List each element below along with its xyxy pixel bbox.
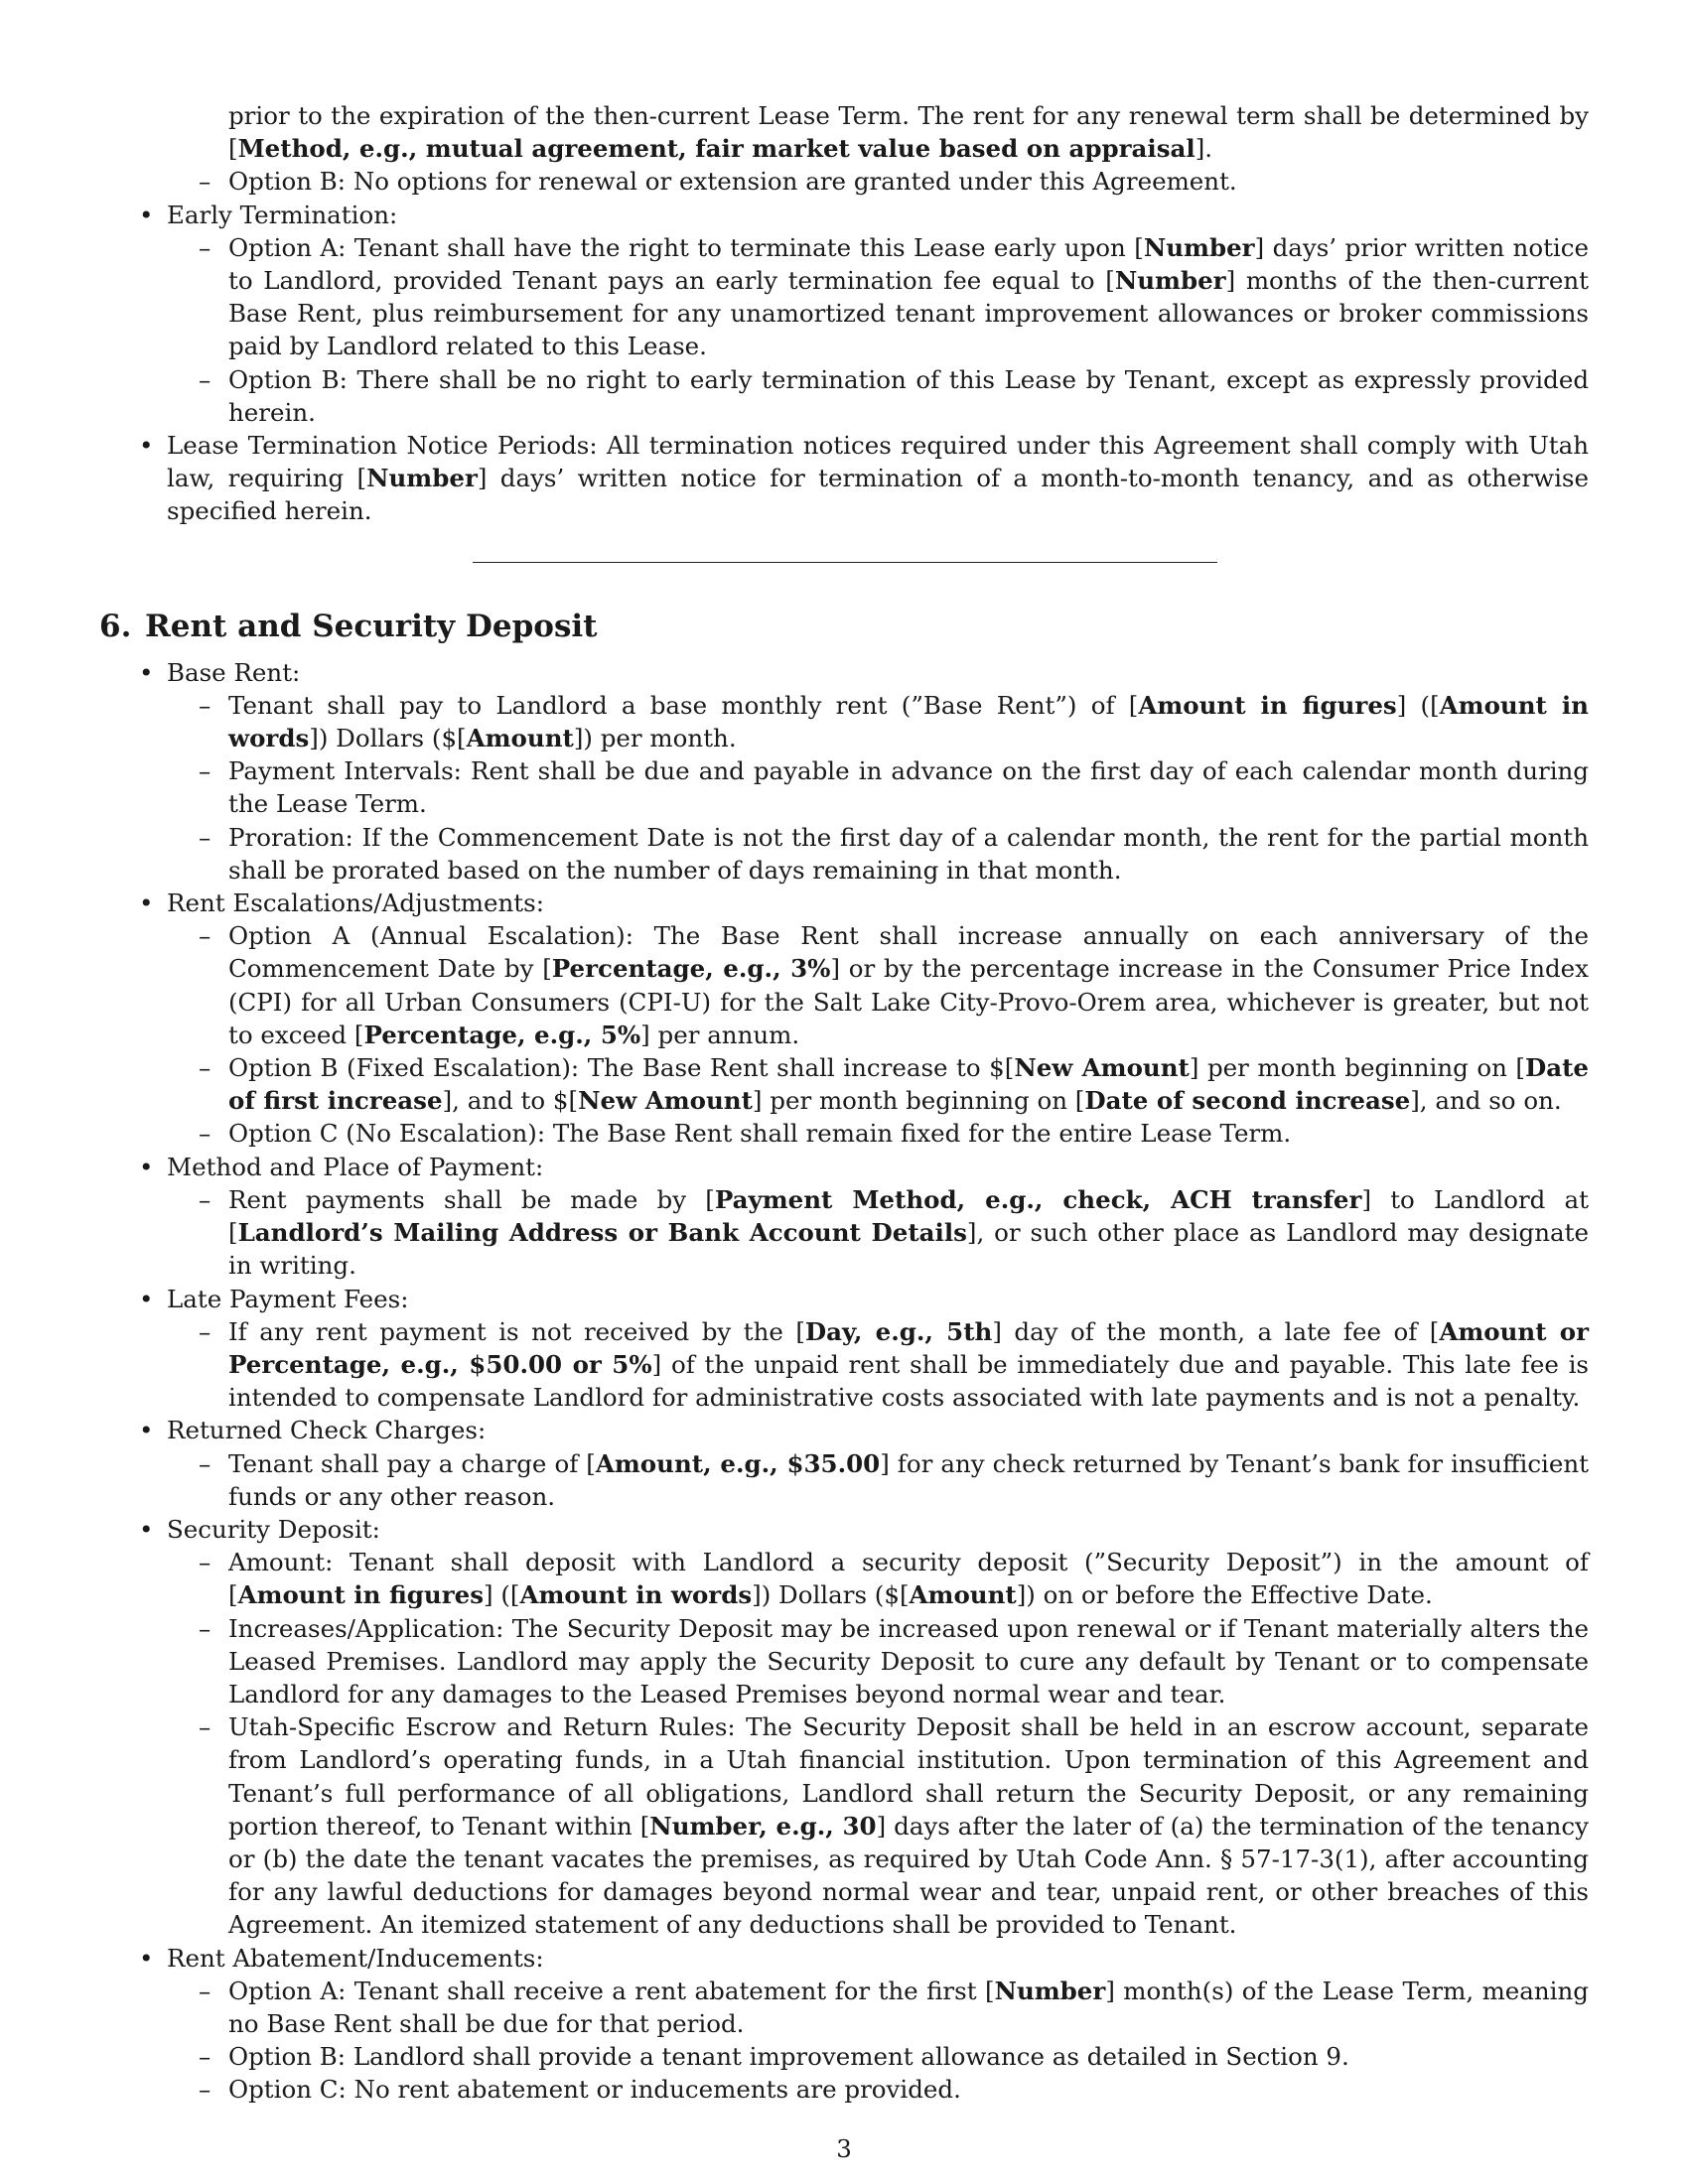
abatement-option-c: – Option C: No rent abatement or inducements are provided.: [228, 2073, 1589, 2106]
early-termination-title: Early Termination:: [167, 200, 398, 229]
late-fees-detail: – If any rent payment is not received by the [Day, e.g., 5th] day of the month, a late fee of [Amount or Percentage, e.g., $50.00 or 5%] of the unpaid rent shall be immediately due and payable. This late fee is intended to compensate Landlord for administrative costs associated with late payments and is not a penalty.: [228, 1315, 1589, 1415]
section-heading: [99, 607, 1589, 646]
early-termination-option-b: – Option B: There shall be no right to early termination of this Lease by Tenant, except as expressly provided herein.: [228, 363, 1589, 429]
security-deposit-title: Security Deposit:: [167, 1514, 380, 1544]
rent-escalation-options: [228, 919, 1589, 1150]
security-deposit-item: [167, 1513, 1589, 1942]
abatement-option-b: – Option B: Landlord shall provide a tenant improvement allowance as detailed in Section 9.: [228, 2040, 1589, 2073]
rent-abatement-options: [228, 1975, 1589, 2107]
termination-notice-item: • Lease Termination Notice Periods: All termination notices required under this Agreement shall comply with Utah law, requiring [Number] days’ written notice for termination of a month-to-month tenancy, and as otherwise specified herein.: [167, 429, 1589, 528]
rent-escalation-item: [167, 887, 1589, 1151]
base-rent-subitems: [228, 689, 1589, 887]
termination-list: [167, 199, 1589, 528]
returned-check-subitems: [228, 1447, 1589, 1513]
proration: – Proration: If the Commencement Date is not the first day of a calendar month, the rent for the partial month shall be prorated based on the number of days remaining in that month.: [228, 821, 1589, 887]
renewal-option-b: – Option B: No options for renewal or extension are granted under this Agreement.: [228, 165, 1589, 198]
base-rent-title: Base Rent:: [167, 657, 301, 687]
base-rent-item: [167, 656, 1589, 887]
payment-method-subitems: [228, 1183, 1589, 1283]
section-title: Rent and Security Deposit: [145, 608, 598, 644]
escalation-option-c: – Option C (No Escalation): The Base Rent shall remain fixed for the entire Lease Term.: [228, 1117, 1589, 1150]
rent-abatement-title: Rent Abatement/Inducements:: [167, 1943, 544, 1973]
returned-check-item: [167, 1414, 1589, 1513]
early-termination-options: [228, 231, 1589, 429]
escalation-option-a: – Option A (Annual Escalation): The Base Rent shall increase annually on each anniversary of the Commencement Date by [Percentage, e.g., 3%] or by the percentage increase in the Consumer Price Index (CPI) for all Urban Consumers (CPI-U) for the Salt Lake City-Provo-Orem area, whichever is greater, but not to exceed [Percentage, e.g., 5%] per annum.: [228, 919, 1589, 1051]
section-number: 6.: [99, 608, 132, 644]
renewal-options-list: [228, 165, 1589, 198]
rent-abatement-item: [167, 1942, 1589, 2107]
base-rent-amount: – Tenant shall pay to Landlord a base monthly rent (”Base Rent”) of [Amount in figures] ([Amount in words]) Dollars ($[Amount]) per month.: [228, 689, 1589, 754]
early-termination-item: [167, 199, 1589, 429]
returned-check-title: Returned Check Charges:: [167, 1416, 487, 1445]
late-fees-title: Late Payment Fees:: [167, 1284, 409, 1313]
payment-intervals: – Payment Intervals: Rent shall be due and payable in advance on the first day of each calendar month during the Lease Term.: [228, 754, 1589, 820]
returned-check-detail: – Tenant shall pay a charge of [Amount, e.g., $35.00] for any check returned by Tenant’s bank for insufficient funds or any other reason.: [228, 1447, 1589, 1513]
rent-escalation-title: Rent Escalations/Adjustments:: [167, 888, 544, 918]
late-fees-subitems: [228, 1315, 1589, 1415]
deposit-utah-rules: – Utah-Specific Escrow and Return Rules: The Security Deposit shall be held in an escrow account, separate from Landlord’s operating funds, in a Utah financial institution. Upon termination of this Agreement and Tenant’s full performance of all obligations, Landlord shall return the Security Deposit, or any remaining portion thereof, to Tenant within [Number, e.g., 30] days after the later of (a) the termination of the tenancy or (b) the date the tenant vacates the premises, as required by Utah Code Ann. § 57-17-3(1), after accounting for any lawful deductions for damages beyond normal wear and tear, unpaid rent, or other breaches of this Agreement. An itemized statement of any deductions shall be provided to Tenant.: [228, 1710, 1589, 1941]
escalation-option-b: – Option B (Fixed Escalation): The Base Rent shall increase to $[New Amount] per month beginning on [Date of first increase], and to $[New Amount] per month beginning on [Date of second increase], and so on.: [228, 1051, 1589, 1117]
deposit-increases: – Increases/Application: The Security Deposit may be increased upon renewal or if Tenant materially alters the Leased Premises. Landlord may apply the Security Deposit to cure any default by Tenant or to compensate Landlord for any damages to the Leased Premises beyond normal wear and tear.: [228, 1612, 1589, 1711]
rent-section-list: [167, 656, 1589, 2107]
security-deposit-subitems: [228, 1546, 1589, 1941]
early-termination-option-a: – Option A: Tenant shall have the right to terminate this Lease early upon [Number] days’ prior written notice to Landlord, provided Tenant pays an early termination fee equal to [Number] months of the then-current Base Rent, plus reimbursement for any unamortized tenant improvement allowances or broker commissions paid by Landlord related to this Lease.: [228, 231, 1589, 363]
payment-method-title: Method and Place of Payment:: [167, 1152, 544, 1181]
deposit-amount: – Amount: Tenant shall deposit with Landlord a security deposit (”Security Deposit”) in the amount of [Amount in figures] ([Amount in words]) Dollars ($[Amount]) on or before the Effective Date.: [228, 1546, 1589, 1611]
payment-method-detail: – Rent payments shall be made by [Payment Method, e.g., check, ACH transfer] to Landlord at [Landlord’s Mailing Address or Bank Account Details], or such other place as Landlord may designate in writing.: [228, 1183, 1589, 1283]
abatement-option-a: – Option A: Tenant shall receive a rent abatement for the first [Number] month(s) of the Lease Term, meaning no Base Rent shall be due for that period.: [228, 1975, 1589, 2040]
late-fees-item: [167, 1283, 1589, 1415]
section-divider: [473, 562, 1217, 563]
renewal-option-a-continued: prior to the expiration of the then-current Lease Term. The rent for any renewal term shall be determined by [Method, e.g., mutual agreement, fair market value based on appraisal].: [228, 101, 1589, 164]
payment-method-item: [167, 1151, 1589, 1283]
page-number: 3: [836, 2134, 852, 2163]
document-body: [99, 99, 1589, 2107]
